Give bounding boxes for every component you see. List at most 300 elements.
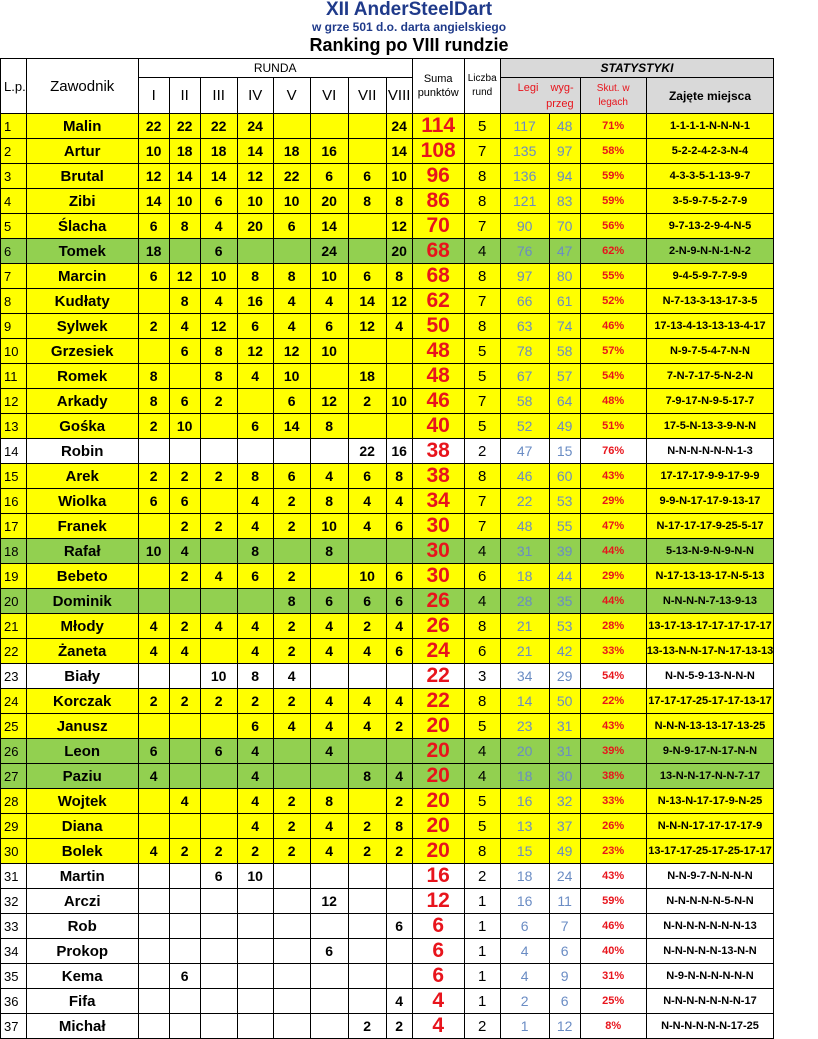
cell-round-5: 10 xyxy=(273,364,310,389)
sheet-subtitle: w grze 501 d.o. darta angielskiego xyxy=(311,20,507,34)
cell-sum: 108 xyxy=(412,139,464,164)
cell-legs-won: 46 xyxy=(500,464,549,489)
cell-player-name: Romek xyxy=(26,364,138,389)
cell-round-3: 2 xyxy=(200,839,237,864)
cell-round-6 xyxy=(310,764,348,789)
cell-sum: 46 xyxy=(412,389,464,414)
cell-round-2: 8 xyxy=(169,214,200,239)
cell-legs-won: 76 xyxy=(500,239,549,264)
cell-round-count: 4 xyxy=(464,764,500,789)
table-row xyxy=(1,314,774,339)
cell-lp: 7 xyxy=(1,264,27,289)
cell-sum: 6 xyxy=(412,939,464,964)
cell-round-2 xyxy=(169,939,200,964)
table-row xyxy=(1,914,774,939)
cell-legs-won: 22 xyxy=(500,489,549,514)
cell-round-7 xyxy=(348,789,386,814)
cell-legs-won: 20 xyxy=(500,739,549,764)
cell-round-2 xyxy=(169,714,200,739)
cell-round-5 xyxy=(273,914,310,939)
cell-leg-efficiency: 54% xyxy=(580,664,646,689)
cell-round-3 xyxy=(200,1014,237,1039)
cell-legs-lost: 11 xyxy=(549,889,580,914)
cell-round-6: 4 xyxy=(310,689,348,714)
cell-round-count: 8 xyxy=(464,314,500,339)
cell-round-5: 10 xyxy=(273,189,310,214)
cell-round-8: 4 xyxy=(386,314,412,339)
cell-lp: 10 xyxy=(1,339,27,364)
cell-round-4: 4 xyxy=(237,789,273,814)
cell-leg-efficiency: 52% xyxy=(580,289,646,314)
cell-round-8: 2 xyxy=(386,789,412,814)
cell-round-2: 2 xyxy=(169,514,200,539)
cell-round-2 xyxy=(169,589,200,614)
cell-legs-won: 117 xyxy=(500,114,549,139)
cell-player-name: Diana xyxy=(26,814,138,839)
cell-round-2: 2 xyxy=(169,839,200,864)
cell-legs-lost: 31 xyxy=(549,739,580,764)
cell-lp: 21 xyxy=(1,614,27,639)
cell-lp: 5 xyxy=(1,214,27,239)
cell-player-name: Rafał xyxy=(26,539,138,564)
header-wyg-label: wyg- xyxy=(550,81,574,94)
cell-player-name: Gośka xyxy=(26,414,138,439)
cell-leg-efficiency: 59% xyxy=(580,164,646,189)
cell-round-5: 2 xyxy=(273,614,310,639)
cell-round-5: 12 xyxy=(273,339,310,364)
cell-round-4 xyxy=(237,989,273,1014)
cell-legs-won: 1 xyxy=(500,1014,549,1039)
cell-legs-lost: 44 xyxy=(549,564,580,589)
cell-leg-efficiency: 23% xyxy=(580,839,646,864)
cell-round-count: 8 xyxy=(464,689,500,714)
cell-round-5 xyxy=(273,964,310,989)
cell-leg-efficiency: 29% xyxy=(580,564,646,589)
cell-round-count: 2 xyxy=(464,864,500,889)
cell-legs-won: 23 xyxy=(500,714,549,739)
cell-round-4: 4 xyxy=(237,764,273,789)
cell-round-3: 8 xyxy=(200,339,237,364)
cell-sum: 34 xyxy=(412,489,464,514)
table-row xyxy=(1,139,774,164)
cell-round-7 xyxy=(348,964,386,989)
cell-round-2 xyxy=(169,989,200,1014)
cell-player-name: Bebeto xyxy=(26,564,138,589)
cell-places: 17-13-4-13-13-13-4-17 xyxy=(646,314,774,339)
cell-legs-won: 15 xyxy=(500,839,549,864)
cell-round-7 xyxy=(348,914,386,939)
cell-round-6: 8 xyxy=(310,539,348,564)
cell-round-7 xyxy=(348,139,386,164)
cell-sum: 30 xyxy=(412,514,464,539)
table-row xyxy=(1,689,774,714)
cell-legs-won: 21 xyxy=(500,639,549,664)
cell-legs-won: 63 xyxy=(500,314,549,339)
cell-places: N-17-17-17-9-25-5-17 xyxy=(646,514,774,539)
cell-round-3 xyxy=(200,714,237,739)
cell-round-count: 4 xyxy=(464,589,500,614)
cell-round-3 xyxy=(200,764,237,789)
cell-round-4: 4 xyxy=(237,739,273,764)
cell-round-1: 12 xyxy=(138,164,169,189)
cell-places: N-13-N-17-17-9-N-25 xyxy=(646,789,774,814)
cell-round-8: 8 xyxy=(386,464,412,489)
cell-sum: 20 xyxy=(412,839,464,864)
cell-legs-lost: 97 xyxy=(549,139,580,164)
cell-round-7 xyxy=(348,939,386,964)
cell-leg-efficiency: 39% xyxy=(580,739,646,764)
cell-round-3 xyxy=(200,989,237,1014)
table-row xyxy=(1,714,774,739)
cell-round-8: 12 xyxy=(386,214,412,239)
cell-sum: 70 xyxy=(412,214,464,239)
cell-sum: 30 xyxy=(412,539,464,564)
cell-leg-efficiency: 59% xyxy=(580,189,646,214)
cell-round-7: 22 xyxy=(348,439,386,464)
cell-sum: 20 xyxy=(412,764,464,789)
cell-leg-efficiency: 33% xyxy=(580,789,646,814)
cell-round-count: 2 xyxy=(464,1014,500,1039)
cell-round-4: 8 xyxy=(237,464,273,489)
cell-round-2: 12 xyxy=(169,264,200,289)
cell-round-5: 4 xyxy=(273,664,310,689)
cell-round-3: 6 xyxy=(200,739,237,764)
table-row xyxy=(1,864,774,889)
cell-round-2: 10 xyxy=(169,414,200,439)
cell-leg-efficiency: 58% xyxy=(580,139,646,164)
cell-legs-lost: 80 xyxy=(549,264,580,289)
cell-leg-efficiency: 29% xyxy=(580,489,646,514)
cell-player-name: Artur xyxy=(26,139,138,164)
header-suma-line1: Suma xyxy=(423,73,453,85)
table-row xyxy=(1,639,774,664)
cell-round-5 xyxy=(273,939,310,964)
cell-round-1: 4 xyxy=(138,764,169,789)
cell-round-5: 4 xyxy=(273,314,310,339)
cell-sum: 20 xyxy=(412,789,464,814)
cell-lp: 13 xyxy=(1,414,27,439)
table-row xyxy=(1,164,774,189)
cell-round-3: 4 xyxy=(200,564,237,589)
cell-legs-lost: 47 xyxy=(549,239,580,264)
cell-round-2: 4 xyxy=(169,789,200,814)
header-lp: L.p. xyxy=(1,59,27,114)
cell-round-3: 2 xyxy=(200,389,237,414)
cell-round-count: 2 xyxy=(464,439,500,464)
cell-round-8: 4 xyxy=(386,614,412,639)
header-suma-line2: punktów xyxy=(417,87,459,99)
cell-round-8: 6 xyxy=(386,564,412,589)
cell-round-5: 14 xyxy=(273,414,310,439)
cell-round-4: 6 xyxy=(237,314,273,339)
cell-legs-lost: 70 xyxy=(549,214,580,239)
cell-round-5: 2 xyxy=(273,689,310,714)
cell-round-6: 8 xyxy=(310,489,348,514)
cell-round-7: 6 xyxy=(348,164,386,189)
cell-legs-lost: 94 xyxy=(549,164,580,189)
cell-sum: 6 xyxy=(412,914,464,939)
cell-round-7: 4 xyxy=(348,639,386,664)
cell-legs-lost: 83 xyxy=(549,189,580,214)
cell-legs-lost: 61 xyxy=(549,289,580,314)
cell-round-6: 4 xyxy=(310,714,348,739)
table-row xyxy=(1,214,774,239)
cell-round-1: 4 xyxy=(138,639,169,664)
cell-round-8: 16 xyxy=(386,439,412,464)
cell-round-2 xyxy=(169,739,200,764)
cell-round-count: 7 xyxy=(464,139,500,164)
cell-places: 5-13-N-9-N-9-N-N xyxy=(646,539,774,564)
cell-round-1 xyxy=(138,714,169,739)
cell-round-2 xyxy=(169,239,200,264)
cell-legs-won: 18 xyxy=(500,564,549,589)
cell-round-2: 6 xyxy=(169,389,200,414)
cell-round-2 xyxy=(169,664,200,689)
cell-round-2 xyxy=(169,914,200,939)
cell-round-3: 2 xyxy=(200,514,237,539)
cell-round-7: 4 xyxy=(348,514,386,539)
cell-round-5: 4 xyxy=(273,289,310,314)
cell-round-7: 2 xyxy=(348,814,386,839)
cell-round-5: 2 xyxy=(273,814,310,839)
cell-round-7: 2 xyxy=(348,614,386,639)
cell-round-count: 5 xyxy=(464,814,500,839)
cell-sum: 48 xyxy=(412,339,464,364)
cell-player-name: Młody xyxy=(26,614,138,639)
cell-round-3 xyxy=(200,964,237,989)
cell-sum: 48 xyxy=(412,364,464,389)
cell-round-count: 5 xyxy=(464,789,500,814)
cell-lp: 27 xyxy=(1,764,27,789)
cell-round-6 xyxy=(310,364,348,389)
cell-round-1 xyxy=(138,1014,169,1039)
cell-legs-lost: 15 xyxy=(549,439,580,464)
cell-legs-lost: 64 xyxy=(549,389,580,414)
cell-player-name: Robin xyxy=(26,439,138,464)
cell-places: N-N-N-N-N-N-N-17 xyxy=(646,989,774,1014)
cell-player-name: Wiolka xyxy=(26,489,138,514)
cell-round-6: 4 xyxy=(310,814,348,839)
cell-round-1: 22 xyxy=(138,114,169,139)
cell-round-5: 6 xyxy=(273,389,310,414)
cell-round-5 xyxy=(273,239,310,264)
cell-leg-efficiency: 43% xyxy=(580,464,646,489)
table-row xyxy=(1,264,774,289)
cell-round-6 xyxy=(310,664,348,689)
cell-player-name: Prokop xyxy=(26,939,138,964)
cell-sum: 62 xyxy=(412,289,464,314)
cell-player-name: Franek xyxy=(26,514,138,539)
cell-round-7 xyxy=(348,214,386,239)
cell-round-2: 2 xyxy=(169,564,200,589)
cell-round-3 xyxy=(200,889,237,914)
cell-round-3: 8 xyxy=(200,364,237,389)
cell-round-1: 8 xyxy=(138,364,169,389)
cell-round-6 xyxy=(310,864,348,889)
cell-round-1: 6 xyxy=(138,264,169,289)
cell-round-5: 2 xyxy=(273,839,310,864)
cell-places: 9-4-5-9-7-7-9-9 xyxy=(646,264,774,289)
cell-leg-efficiency: 31% xyxy=(580,964,646,989)
cell-places: 13-17-17-25-17-25-17-17 xyxy=(646,839,774,864)
cell-round-5: 22 xyxy=(273,164,310,189)
header-skut-line2: legach xyxy=(598,96,628,108)
cell-leg-efficiency: 57% xyxy=(580,339,646,364)
cell-places: N-N-N-17-17-17-17-9 xyxy=(646,814,774,839)
cell-lp: 20 xyxy=(1,589,27,614)
cell-round-5: 8 xyxy=(273,264,310,289)
cell-round-5 xyxy=(273,764,310,789)
cell-leg-efficiency: 22% xyxy=(580,689,646,714)
cell-lp: 24 xyxy=(1,689,27,714)
cell-round-1: 18 xyxy=(138,239,169,264)
cell-round-5: 8 xyxy=(273,589,310,614)
cell-leg-efficiency: 46% xyxy=(580,314,646,339)
cell-places: 3-5-9-7-5-2-7-9 xyxy=(646,189,774,214)
cell-round-4: 4 xyxy=(237,614,273,639)
cell-round-count: 8 xyxy=(464,614,500,639)
sheet-heading: Ranking po VIII rundzie xyxy=(309,35,509,55)
header-round-2: II xyxy=(169,78,200,114)
cell-round-7: 8 xyxy=(348,189,386,214)
cell-round-4: 10 xyxy=(237,189,273,214)
cell-round-8: 8 xyxy=(386,189,412,214)
cell-player-name: Janusz xyxy=(26,714,138,739)
cell-round-2: 6 xyxy=(169,339,200,364)
cell-leg-efficiency: 54% xyxy=(580,364,646,389)
cell-round-7: 2 xyxy=(348,389,386,414)
cell-sum: 68 xyxy=(412,264,464,289)
cell-legs-lost: 32 xyxy=(549,789,580,814)
cell-lp: 11 xyxy=(1,364,27,389)
cell-round-2: 4 xyxy=(169,639,200,664)
cell-round-6 xyxy=(310,1014,348,1039)
cell-round-7 xyxy=(348,989,386,1014)
cell-round-7: 4 xyxy=(348,714,386,739)
cell-legs-won: 34 xyxy=(500,664,549,689)
cell-places: N-9-7-5-4-7-N-N xyxy=(646,339,774,364)
cell-round-7: 8 xyxy=(348,764,386,789)
cell-legs-lost: 49 xyxy=(549,414,580,439)
cell-places: 13-17-13-17-17-17-17-17 xyxy=(646,614,774,639)
cell-round-4: 4 xyxy=(237,489,273,514)
cell-leg-efficiency: 38% xyxy=(580,764,646,789)
cell-legs-won: 2 xyxy=(500,989,549,1014)
cell-round-4: 4 xyxy=(237,814,273,839)
table-row xyxy=(1,414,774,439)
cell-player-name: Bolek xyxy=(26,839,138,864)
cell-player-name: Korczak xyxy=(26,689,138,714)
cell-round-5: 2 xyxy=(273,639,310,664)
cell-round-3: 10 xyxy=(200,264,237,289)
cell-round-3: 6 xyxy=(200,189,237,214)
cell-round-1 xyxy=(138,789,169,814)
table-row xyxy=(1,564,774,589)
cell-player-name: Kema xyxy=(26,964,138,989)
cell-places: N-N-N-N-N-5-N-N xyxy=(646,889,774,914)
cell-round-7: 18 xyxy=(348,364,386,389)
cell-round-count: 4 xyxy=(464,739,500,764)
table-row xyxy=(1,539,774,564)
cell-round-3 xyxy=(200,939,237,964)
cell-round-1 xyxy=(138,564,169,589)
cell-round-7 xyxy=(348,539,386,564)
cell-legs-lost: 57 xyxy=(549,364,580,389)
cell-round-8 xyxy=(386,539,412,564)
table-row xyxy=(1,364,774,389)
cell-legs-won: 18 xyxy=(500,764,549,789)
cell-sum: 6 xyxy=(412,964,464,989)
cell-legs-lost: 50 xyxy=(549,689,580,714)
cell-round-3 xyxy=(200,789,237,814)
cell-places: N-N-5-9-13-N-N-N xyxy=(646,664,774,689)
cell-places: 17-5-N-13-3-9-N-N xyxy=(646,414,774,439)
cell-round-4: 12 xyxy=(237,164,273,189)
cell-round-count: 1 xyxy=(464,914,500,939)
cell-places: N-N-N-N-N-N-17-25 xyxy=(646,1014,774,1039)
cell-legs-won: 18 xyxy=(500,864,549,889)
table-row xyxy=(1,889,774,914)
cell-legs-lost: 74 xyxy=(549,314,580,339)
cell-places: 7-9-17-N-9-5-17-7 xyxy=(646,389,774,414)
cell-lp: 28 xyxy=(1,789,27,814)
cell-round-6: 10 xyxy=(310,339,348,364)
cell-legs-won: 135 xyxy=(500,139,549,164)
cell-legs-lost: 60 xyxy=(549,464,580,489)
cell-round-3: 18 xyxy=(200,139,237,164)
cell-lp: 4 xyxy=(1,189,27,214)
cell-legs-won: 6 xyxy=(500,914,549,939)
cell-round-2 xyxy=(169,814,200,839)
cell-lp: 8 xyxy=(1,289,27,314)
cell-round-1 xyxy=(138,864,169,889)
cell-round-4 xyxy=(237,939,273,964)
cell-round-count: 8 xyxy=(464,264,500,289)
cell-round-7: 12 xyxy=(348,314,386,339)
cell-round-4: 8 xyxy=(237,664,273,689)
cell-round-6 xyxy=(310,914,348,939)
cell-round-count: 6 xyxy=(464,564,500,589)
cell-round-5: 2 xyxy=(273,789,310,814)
cell-round-4: 20 xyxy=(237,214,273,239)
cell-round-4 xyxy=(237,1014,273,1039)
cell-legs-lost: 55 xyxy=(549,514,580,539)
cell-legs-won: 48 xyxy=(500,514,549,539)
cell-round-3 xyxy=(200,414,237,439)
cell-round-count: 5 xyxy=(464,714,500,739)
cell-round-6: 24 xyxy=(310,239,348,264)
cell-round-3: 22 xyxy=(200,114,237,139)
cell-lp: 23 xyxy=(1,664,27,689)
cell-round-7 xyxy=(348,664,386,689)
cell-sum: 4 xyxy=(412,1014,464,1039)
cell-leg-efficiency: 28% xyxy=(580,614,646,639)
cell-round-count: 8 xyxy=(464,839,500,864)
cell-places: N-N-9-7-N-N-N-N xyxy=(646,864,774,889)
cell-legs-won: 31 xyxy=(500,539,549,564)
cell-leg-efficiency: 40% xyxy=(580,939,646,964)
table-row xyxy=(1,339,774,364)
cell-round-5: 2 xyxy=(273,564,310,589)
cell-round-count: 7 xyxy=(464,514,500,539)
cell-sum: 86 xyxy=(412,189,464,214)
cell-player-name: Rob xyxy=(26,914,138,939)
header-suma xyxy=(412,59,464,114)
cell-round-7: 2 xyxy=(348,839,386,864)
cell-leg-efficiency: 8% xyxy=(580,1014,646,1039)
cell-round-3 xyxy=(200,489,237,514)
cell-round-5 xyxy=(273,864,310,889)
